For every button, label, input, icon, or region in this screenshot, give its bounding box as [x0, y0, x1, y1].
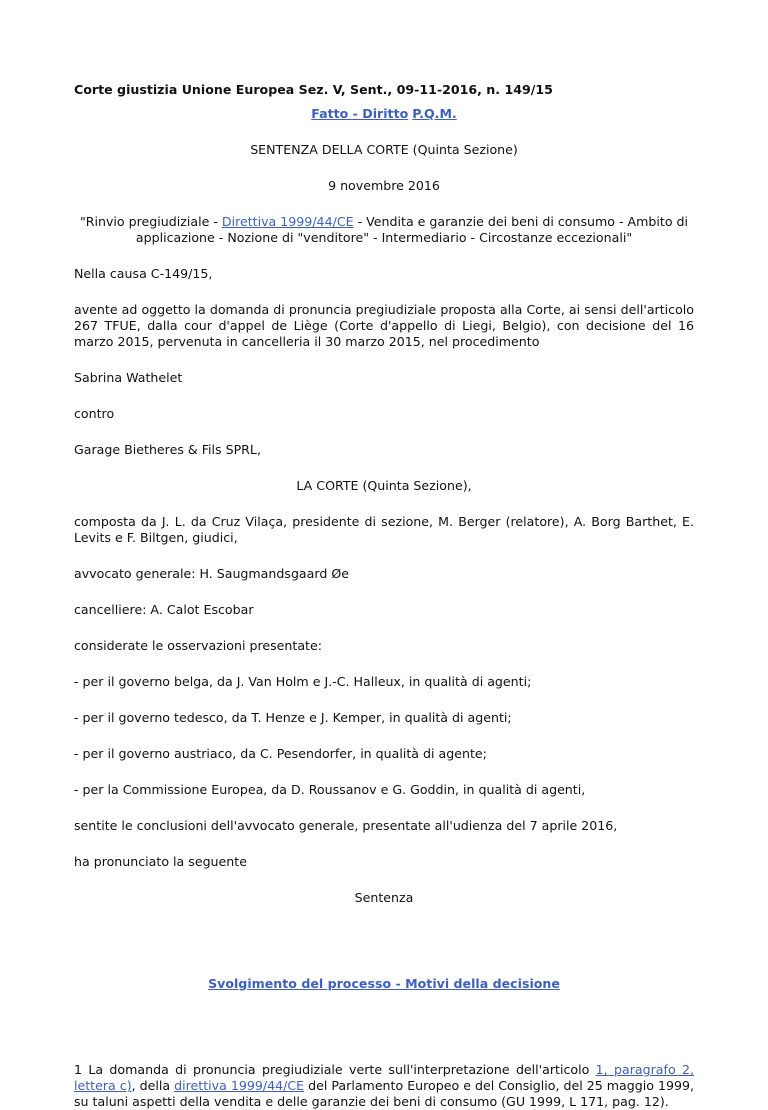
- judgment-date: 9 novembre 2016: [328, 178, 440, 193]
- article-link[interactable]: 1, paragrafo 2, lettera c): [74, 1062, 694, 1093]
- observation-item: - per il governo belga, da J. Van Holm e J.-C. Halleux, in qualità di agenti;: [74, 674, 532, 689]
- judgment-heading: SENTENZA DELLA CORTE (Quinta Sezione): [250, 142, 518, 157]
- party-applicant: Sabrina Wathelet: [74, 370, 183, 385]
- observation-item: - per il governo austriaco, da C. Pesendorfer, in qualità di agente;: [74, 746, 487, 761]
- case-number: Nella causa C-149/15,: [74, 266, 213, 281]
- document-body: [74, 76, 694, 1110]
- observations-intro: considerate le osservazioni presentate:: [74, 638, 322, 653]
- paragraph-1-text-c: del Parlamento Europeo e del Consiglio, del 25 maggio 1999, su taluni aspetti della vendita e delle garanzie dei beni di consumo (GU 1999, L 171, pag. 12).: [74, 1078, 695, 1109]
- nav-link-pqm[interactable]: P.Q.M.: [412, 106, 457, 121]
- versus-label: contro: [74, 406, 115, 421]
- paragraph-1-text-a: 1 La domanda di pronuncia pregiudiziale verte sull'interpretazione dell'articolo: [74, 1062, 596, 1077]
- nav-link-fatto-diritto[interactable]: Fatto - Diritto: [311, 106, 409, 121]
- document-title: Corte giustizia Unione Europea Sez. V, Sent., 09-11-2016, n. 149/15: [74, 82, 553, 97]
- subject-text-end: - Vendita e garanzie dei beni di consumo - Ambito di applicazione - Nozione di "venditore" - Intermediario - Circostanze eccezionali": [135, 214, 689, 245]
- party-defendant: Garage Bietheres & Fils SPRL,: [74, 442, 261, 457]
- section-heading: [74, 976, 694, 992]
- directive-link[interactable]: Direttiva 1999/44/CE: [221, 214, 354, 229]
- registrar: cancelliere: A. Calot Escobar: [74, 602, 254, 617]
- subject-text-start: "Rinvio pregiudiziale -: [79, 214, 222, 229]
- court-heading: LA CORTE (Quinta Sezione),: [296, 478, 472, 493]
- advocate-general: avvocato generale: H. Saugmandsgaard Øe: [74, 566, 349, 581]
- court-composition: composta da J. L. da Cruz Vilaça, presidente di sezione, M. Berger (relatore), A. Borg Barthet, E. Levits e F. Biltgen, giudici,: [74, 514, 694, 545]
- observation-item: - per la Commissione Europea, da D. Roussanov e G. Goddin, in qualità di agenti,: [74, 782, 586, 797]
- section-nav: [74, 106, 694, 122]
- conclusions-statement: sentite le conclusioni dell'avvocato generale, presentate all'udienza del 7 aprile 2016,: [74, 818, 618, 833]
- observation-item: - per il governo tedesco, da T. Henze e J. Kemper, in qualità di agenti;: [74, 710, 512, 725]
- paragraph-1-text-b: , della: [131, 1078, 175, 1093]
- pronounced-statement: ha pronunciato la seguente: [74, 854, 247, 869]
- judgment-label: Sentenza: [354, 890, 414, 905]
- request-paragraph: avente ad oggetto la domanda di pronuncia pregiudiziale proposta alla Corte, ai sensi dell'articolo 267 TFUE, dalla cour d'appel de Liège (Corte d'appello di Liegi, Belgio), con decisione del 16 marzo 2015, pervenuta in cancelleria il 30 marzo 2015, nel procedimento: [74, 302, 694, 349]
- section-heading-link[interactable]: Svolgimento del processo - Motivi della decisione: [208, 976, 560, 991]
- paragraph-1: [74, 1062, 694, 1110]
- judgment-subject: [74, 214, 694, 246]
- directive-link-2[interactable]: direttiva 1999/44/CE: [174, 1078, 305, 1093]
